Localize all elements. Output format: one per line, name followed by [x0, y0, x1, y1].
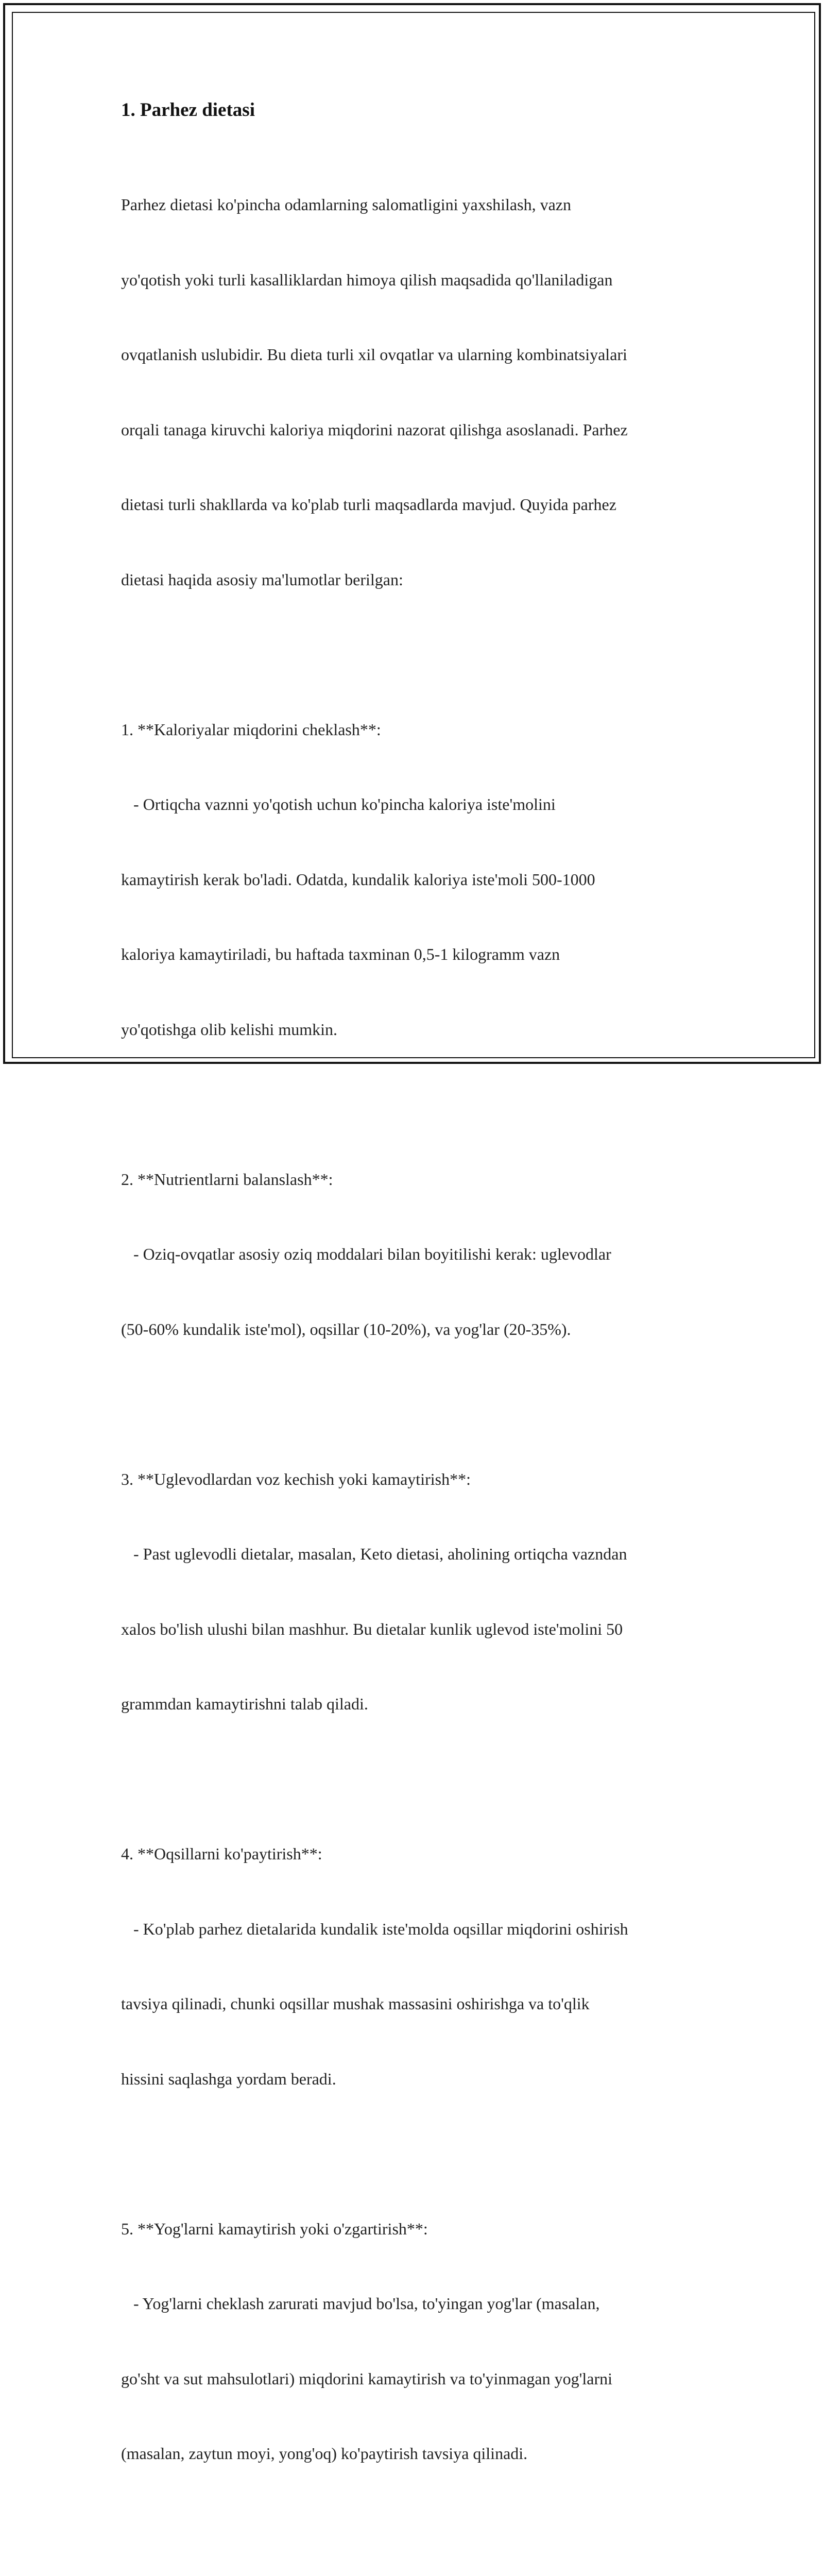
list-item-line: - Ortiqcha vaznni yo'qotish uchun ko'pincha kaloriya iste'molini	[121, 795, 556, 814]
intro-line: dietasi turli shakllarda va ko'plab turli maqsadlarda mavjud. Quyida parhez	[121, 495, 616, 514]
list-item-line: xalos bo'lish ulushi bilan mashhur. Bu dietalar kunlik uglevod iste'molini 50	[121, 1619, 623, 1638]
intro-line: Parhez dietasi ko'pincha odamlarning salomatligini yaxshilash, vazn	[121, 195, 571, 214]
intro-line: yo'qotish yoki turli kasalliklardan himoya qilish maqsadida qo'llaniladigan	[121, 270, 613, 289]
list-item-line: kamaytirish kerak bo'ladi. Odatda, kundalik kaloriya iste'moli 500-1000	[121, 870, 595, 889]
list-item-line: (50-60% kundalik iste'mol), oqsillar (10-20%), va yog'lar (20-35%).	[121, 1319, 571, 1338]
list-item-line: yo'qotishga olib kelishi mumkin.	[121, 1020, 337, 1039]
list-item-line: (masalan, zaytun moyi, yong'oq) ko'paytirish tavsiya qilinadi.	[121, 2444, 528, 2463]
list-item-heading: 3. **Uglevodlardan voz kechish yoki kamaytirish**:	[121, 1469, 471, 1488]
list-item-line: tavsiya qilinadi, chunki oqsillar mushak massasini oshirishga va to'qlik	[121, 1994, 590, 2013]
document-title: 1. Parhez dietasi	[121, 99, 255, 121]
list-item-1	[121, 667, 708, 1092]
list-item-3	[121, 1417, 708, 1767]
list-item-6	[121, 2541, 708, 2576]
list-item-line: go'sht va sut mahsulotlari) miqdorini kamaytirish va to'yinmagan yog'larni	[121, 2369, 613, 2388]
list-item-2	[121, 1117, 708, 1392]
list-item-line: - Ko'plab parhez dietalarida kundalik iste'molda oqsillar miqdorini oshirish	[121, 1919, 628, 1938]
intro-paragraph	[121, 142, 708, 642]
list-item-line: kaloriya kamaytiriladi, bu haftada taxminan 0,5-1 kilogramm vazn	[121, 945, 560, 963]
list-item-line: - Yog'larni cheklash zarurati mavjud bo'lsa, to'yingan yog'lar (masalan,	[121, 2294, 600, 2313]
list-item-line: - Past uglevodli dietalar, masalan, Keto dietasi, aholining ortiqcha vazndan	[121, 1545, 627, 1563]
list-item-5	[121, 2166, 708, 2516]
list-item-heading: 4. **Oqsillarni ko'paytirish**:	[121, 1844, 322, 1863]
list-item-line: - Oziq-ovqatlar asosiy oziq moddalari bilan boyitilishi kerak: uglevodlar	[121, 1245, 611, 1263]
list-item-heading: 1. **Kaloriyalar miqdorini cheklash**:	[121, 720, 381, 739]
list-item-line: hissini saqlashga yordam beradi.	[121, 2069, 336, 2088]
list-item-heading: 5. **Yog'larni kamaytirish yoki o'zgartirish**:	[121, 2219, 428, 2238]
intro-line: dietasi haqida asosiy ma'lumotlar berilgan:	[121, 570, 403, 589]
document-body	[121, 97, 708, 2576]
intro-line: ovqatlanish uslubidir. Bu dieta turli xil ovqatlar va ularning kombinatsiyalari	[121, 345, 627, 364]
intro-line: orqali tanaga kiruvchi kaloriya miqdorini nazorat qilishga asoslanadi. Parhez	[121, 420, 628, 439]
list-item-heading: 2. **Nutrientlarni balanslash**:	[121, 1170, 333, 1189]
list-item-line: grammdan kamaytirishni talab qiladi.	[121, 1694, 368, 1713]
list-item-4	[121, 1791, 708, 2141]
